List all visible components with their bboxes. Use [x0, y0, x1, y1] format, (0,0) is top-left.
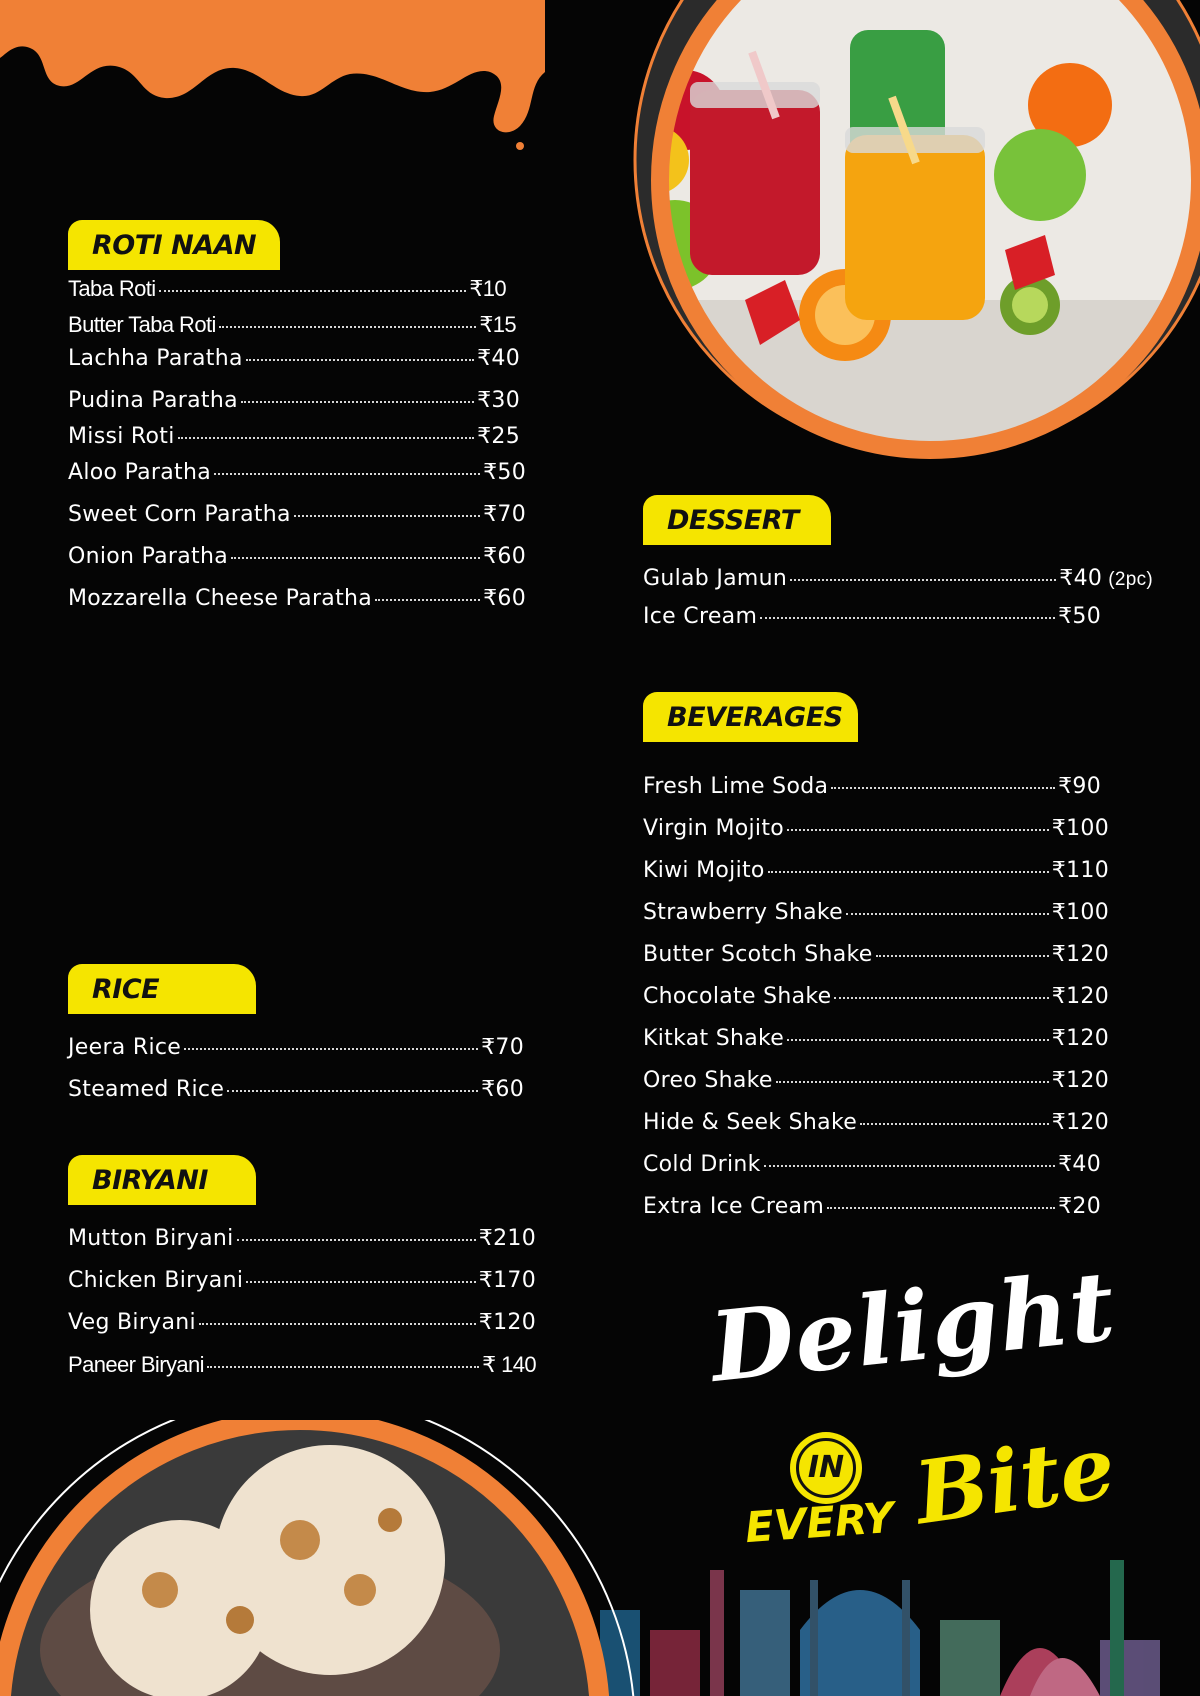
dot-leader	[227, 1090, 478, 1092]
menu-item	[68, 312, 516, 338]
section-header-dessert	[643, 495, 831, 545]
item-name: Strawberry Shake	[643, 900, 844, 925]
item-price: ₹60	[481, 1077, 524, 1102]
item-price: ₹120	[1051, 1068, 1109, 1093]
tagline-delight: Delight	[705, 1249, 1121, 1404]
item-price: ₹10	[469, 276, 506, 301]
item-name: Lachha Paratha	[68, 346, 243, 371]
item-name: Sweet Corn Paratha	[68, 502, 291, 527]
section-title: BEVERAGES	[667, 702, 843, 733]
item-name: Steamed Rice	[68, 1077, 225, 1102]
dot-leader	[241, 401, 474, 403]
menu-item	[643, 900, 1109, 925]
menu-item	[68, 346, 520, 371]
menu-item	[643, 942, 1109, 967]
dot-leader	[159, 290, 467, 292]
dot-leader	[207, 1366, 479, 1368]
item-price: ₹50	[483, 460, 526, 485]
item-price: ₹120	[478, 1310, 536, 1335]
menu-item	[643, 1194, 1101, 1219]
dot-leader	[199, 1323, 476, 1325]
item-name: Onion Paratha	[68, 544, 229, 569]
item-name: Jeera Rice	[68, 1035, 182, 1060]
menu-item	[643, 1152, 1101, 1177]
section-header-beverages	[643, 692, 858, 742]
item-price: ₹40	[1058, 1152, 1101, 1177]
item-name: Butter Taba Roti	[68, 312, 216, 337]
menu-item	[68, 276, 506, 302]
menu-item	[68, 1077, 524, 1102]
item-price: ₹100	[1051, 900, 1109, 925]
item-note: (2pc)	[1108, 569, 1153, 590]
item-price: ₹ 140	[482, 1352, 536, 1377]
item-price: ₹15	[479, 312, 516, 337]
menu-item	[68, 1352, 536, 1378]
dot-leader	[237, 1239, 476, 1241]
item-name: Veg Biryani	[68, 1310, 196, 1335]
dot-leader	[219, 326, 477, 328]
item-name: Kiwi Mojito	[643, 858, 765, 883]
item-price: ₹25	[477, 424, 520, 449]
section-header-roti-naan	[68, 220, 280, 270]
item-price: ₹100	[1051, 816, 1109, 841]
section-title: BIRYANI	[92, 1165, 208, 1196]
item-price: ₹40	[1059, 566, 1103, 591]
item-price: ₹30	[477, 388, 520, 413]
dot-leader	[184, 1048, 478, 1050]
dot-leader	[860, 1123, 1049, 1125]
item-name: Oreo Shake	[643, 1068, 773, 1093]
menu-item	[643, 1110, 1109, 1135]
item-name: Chicken Biryani	[68, 1268, 244, 1293]
item-price: ₹60	[483, 544, 526, 569]
item-name: Aloo Paratha	[68, 460, 212, 485]
section-title: RICE	[92, 974, 160, 1005]
dot-leader	[178, 437, 474, 439]
item-price: ₹40	[477, 346, 520, 371]
dot-leader	[787, 829, 1049, 831]
dot-leader	[375, 599, 480, 601]
item-name: Extra Ice Cream	[643, 1194, 825, 1219]
menu-item	[643, 1026, 1109, 1051]
menu-item	[643, 816, 1109, 841]
item-price: ₹120	[1051, 984, 1109, 1009]
dot-leader	[831, 787, 1055, 789]
tagline-bite: Bite	[908, 1416, 1121, 1545]
item-name: Gulab Jamun	[643, 566, 788, 591]
menu-item	[68, 388, 520, 413]
dot-leader	[827, 1207, 1055, 1209]
section-title: DESSERT	[667, 505, 799, 536]
item-price: ₹120	[1051, 1110, 1109, 1135]
menu-item	[643, 774, 1101, 799]
menu-item	[643, 566, 1153, 591]
menu-item	[643, 858, 1109, 883]
badge-ring	[796, 1438, 856, 1498]
dot-leader	[768, 871, 1049, 873]
menu-item	[643, 604, 1101, 629]
item-price: ₹90	[1058, 774, 1101, 799]
item-name: Cold Drink	[643, 1152, 761, 1177]
dot-leader	[231, 557, 480, 559]
item-name: Pudina Paratha	[68, 388, 238, 413]
dot-leader	[846, 913, 1049, 915]
item-price: ₹50	[1058, 604, 1101, 629]
item-price: ₹60	[483, 586, 526, 611]
dot-leader	[876, 955, 1049, 957]
item-price: ₹20	[1058, 1194, 1101, 1219]
item-price: ₹120	[1051, 942, 1109, 967]
menu-item	[68, 1226, 536, 1251]
menu-item	[68, 460, 526, 485]
item-price: ₹110	[1051, 858, 1109, 883]
item-name: Fresh Lime Soda	[643, 774, 829, 799]
item-name: Mozzarella Cheese Paratha	[68, 586, 373, 611]
item-price: ₹170	[478, 1268, 536, 1293]
item-name: Taba Roti	[68, 276, 156, 301]
dot-leader	[787, 1039, 1049, 1041]
item-name: Kitkat Shake	[643, 1026, 785, 1051]
dot-leader	[764, 1165, 1055, 1167]
menu-item	[643, 1068, 1109, 1093]
menu-item	[68, 1310, 536, 1335]
tagline-every: EVERY	[743, 1492, 896, 1553]
menu-item	[68, 586, 526, 611]
dot-leader	[760, 617, 1055, 619]
dot-leader	[294, 515, 480, 517]
item-name: Ice Cream	[643, 604, 758, 629]
section-title: ROTI NAAN	[92, 230, 257, 261]
dot-leader	[790, 579, 1056, 581]
menu-item	[643, 984, 1109, 1009]
tagline	[700, 1249, 1200, 1553]
item-price: ₹70	[481, 1035, 524, 1060]
dot-leader	[246, 359, 474, 361]
item-name: Chocolate Shake	[643, 984, 832, 1009]
item-name: Hide & Seek Shake	[643, 1110, 858, 1135]
item-name: Mutton Biryani	[68, 1226, 234, 1251]
juice-photo	[545, 0, 1200, 460]
menu-item	[68, 1035, 524, 1060]
item-price: ₹210	[478, 1226, 536, 1251]
item-name: Missi Roti	[68, 424, 175, 449]
dot-leader	[214, 473, 480, 475]
menu-item	[68, 544, 526, 569]
ice-cream-photo	[0, 1420, 650, 1696]
dot-leader	[834, 997, 1048, 999]
item-price: ₹70	[483, 502, 526, 527]
city-skyline-decoration	[560, 1530, 1200, 1696]
item-name: Virgin Mojito	[643, 816, 785, 841]
dot-leader	[246, 1281, 476, 1283]
item-name: Butter Scotch Shake	[643, 942, 873, 967]
tagline-in-badge	[790, 1432, 862, 1504]
item-price: ₹120	[1051, 1026, 1109, 1051]
item-name: Paneer Biryani	[68, 1352, 204, 1377]
badge-text: IN	[807, 1450, 845, 1485]
menu-item	[68, 424, 520, 449]
section-header-biryani	[68, 1155, 256, 1205]
menu-item	[68, 1268, 536, 1293]
dot-leader	[776, 1081, 1049, 1083]
section-header-rice	[68, 964, 256, 1014]
menu-item	[68, 502, 526, 527]
